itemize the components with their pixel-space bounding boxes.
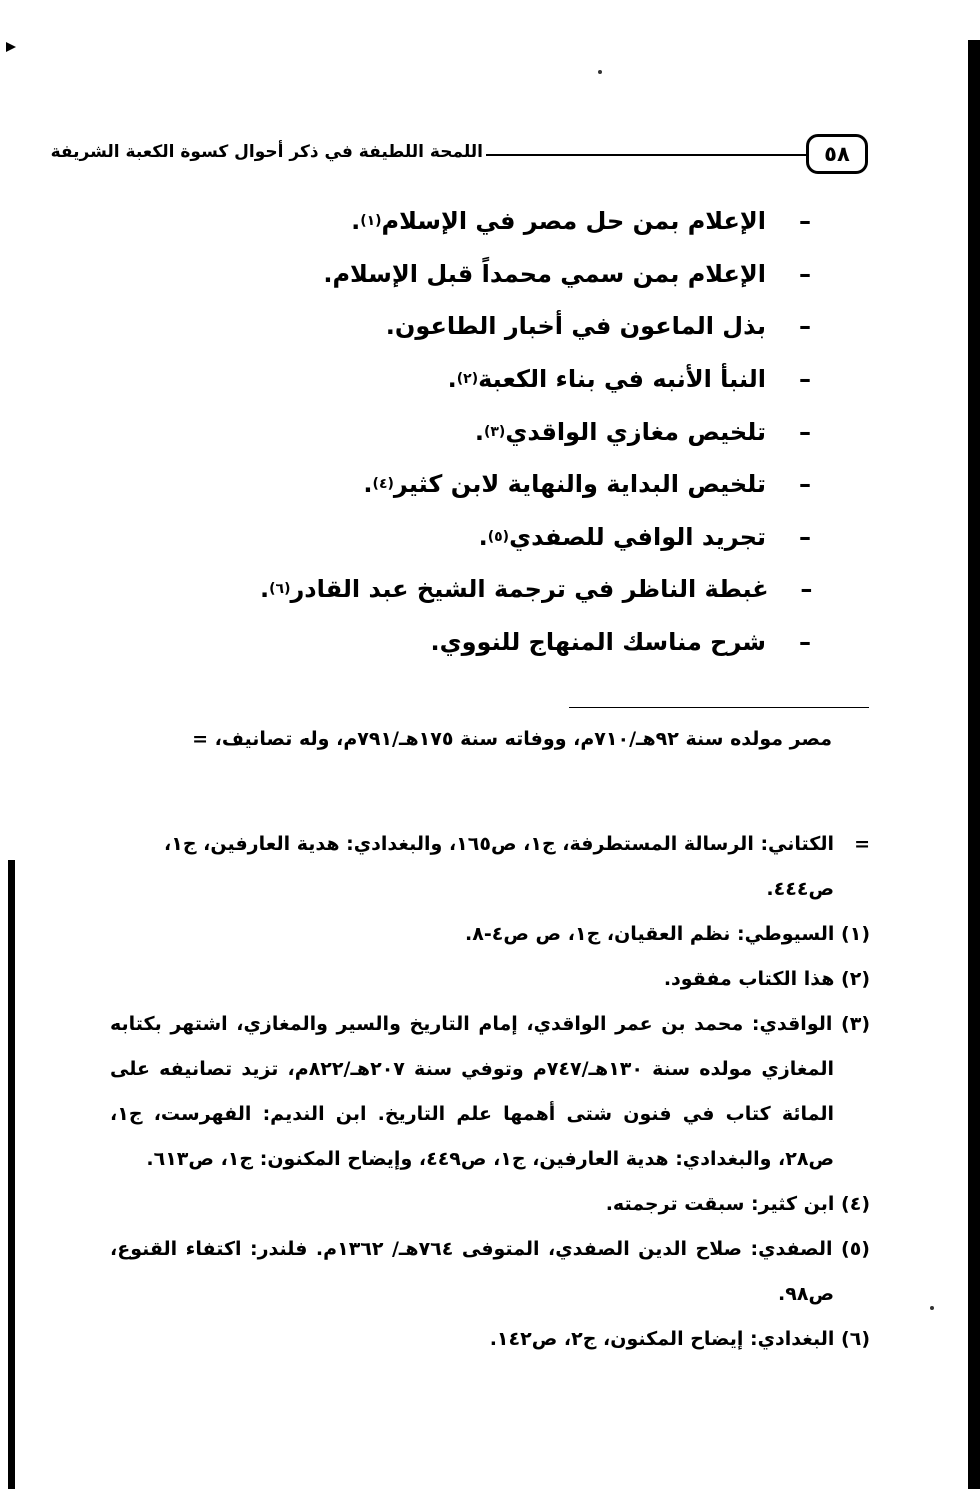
list-item: – بذل الماعون في أخبار الطاعون. bbox=[385, 312, 811, 341]
footnote-4: (٤) ابن كثير: سبقت ترجمته. bbox=[605, 1193, 870, 1215]
scan-edge-left bbox=[8, 860, 15, 1489]
list-item: – تلخيص البداية والنهاية لابن كثير (٤) . bbox=[363, 470, 811, 499]
page-number: ٥٨ bbox=[806, 134, 868, 174]
list-item: – الإعلام بمن سمي محمداً قبل الإسلام. bbox=[323, 259, 811, 288]
list-item: – الإعلام بمن حل مصر في الإسلام (١) . bbox=[351, 207, 811, 236]
footnote-5: (٥) الصفدي: صلاح الدين الصفدي، المتوفى ٧٦٤هـ/ ١٣٦٢م. فلندر: اكتفاء القنوع، ص٩٨. bbox=[110, 1238, 870, 1305]
list-item: – شرح مناسك المنهاج للنووي. bbox=[430, 628, 811, 657]
footnote-1: (١) السيوطي: نظم العقيان، ج١، ص ص٤-٨. bbox=[465, 923, 870, 945]
scan-edge-right bbox=[968, 40, 980, 1489]
footnote-rule bbox=[569, 707, 869, 708]
list-item: – تجريد الوافي للصفدي (٥) . bbox=[478, 522, 811, 551]
footnote-3: (٣) الواقدي: محمد بن عمر الواقدي، إمام التاريخ والسير والمغازي، اشتهر بكتابه المغازي مولده سنة ١٣٠هـ/٧٤٧م وتوفي سنة ٢٠٧هـ/٨٢٢م، تزيد تصانيفه على المائة كتاب في فنون شتى أهمها علم التاريخ. ابن النديم: الفهرست، ج١، ص٢٨، والبغدادي: هدية العارفين، ج١، ص٤٤٩، وإيضاح المكنون: ج١، ص٦١٣. bbox=[110, 1013, 870, 1170]
works-list bbox=[260, 195, 820, 668]
footnote-2: (٢) هذا الكتاب مفقود. bbox=[663, 968, 870, 990]
scan-speck bbox=[930, 1306, 934, 1310]
running-title: اللمحة اللطيفة في ذكر أحوال كسوة الكعبة الشريفة bbox=[50, 142, 483, 162]
footnote-carryover: =الكتاني: الرسالة المستطرفة، ج١، ص١٦٥، والبغدادي: هدية العارفين، ج١، ص٤٤٤. bbox=[164, 833, 870, 900]
footnote-continuation: مصر مولده سنة ٩٢هـ/٧١٠م، ووفاته سنة ١٧٥هـ/٧٩١م، وله تصانيف، = bbox=[192, 728, 832, 750]
list-item: – غبطة الناظر في ترجمة الشيخ عبد القادر (٦) . bbox=[260, 575, 813, 604]
list-item: – النبأ الأنبه في بناء الكعبة (٢) . bbox=[447, 365, 811, 394]
footnotes bbox=[110, 822, 870, 1362]
footnote-6: (٦) البغدادي: إيضاح المكنون، ج٢، ص١٤٢. bbox=[489, 1328, 870, 1350]
scan-speck bbox=[598, 70, 602, 74]
list-item: – تلخيص مغازي الواقدي (٣) . bbox=[474, 417, 811, 446]
scan-corner-mark bbox=[6, 42, 16, 52]
header-rule bbox=[486, 154, 806, 156]
